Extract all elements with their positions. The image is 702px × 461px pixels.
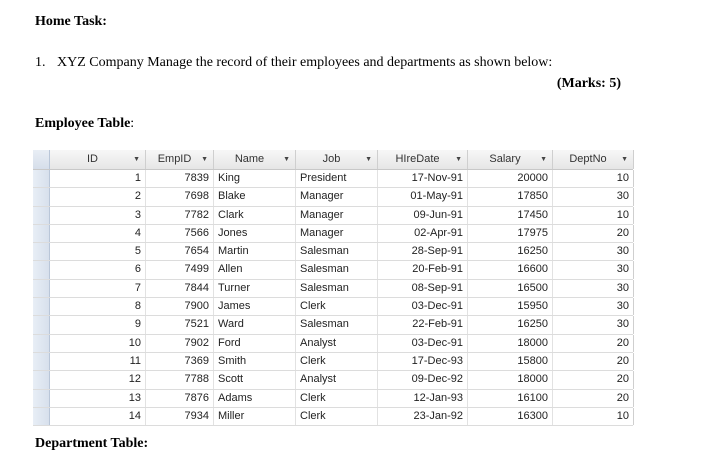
- cell-deptno[interactable]: 20: [553, 225, 634, 242]
- table-row[interactable]: [33, 316, 633, 334]
- select-all-corner[interactable]: [33, 150, 50, 169]
- home-task-heading: Home Task:: [35, 14, 107, 29]
- cell-salary[interactable]: 16300: [468, 408, 553, 425]
- row-selector[interactable]: [33, 316, 50, 333]
- cell-deptno[interactable]: 30: [553, 316, 634, 333]
- row-selector[interactable]: [33, 280, 50, 297]
- cell-job[interactable]: Manager: [296, 225, 378, 242]
- cell-salary[interactable]: 18000: [468, 371, 553, 388]
- table-row[interactable]: [33, 225, 633, 243]
- cell-empid[interactable]: 7654: [146, 243, 214, 260]
- cell-salary[interactable]: 17850: [468, 188, 553, 205]
- cell-salary[interactable]: 16600: [468, 261, 553, 278]
- cell-job[interactable]: Clerk: [296, 353, 378, 370]
- table-row[interactable]: [33, 298, 633, 316]
- cell-id[interactable]: 6: [50, 261, 146, 278]
- cell-empid[interactable]: 7566: [146, 225, 214, 242]
- cell-hiredate[interactable]: 22-Feb-91: [378, 316, 468, 333]
- cell-hiredate[interactable]: 03-Dec-91: [378, 298, 468, 315]
- row-selector[interactable]: [33, 207, 50, 224]
- cell-deptno[interactable]: 20: [553, 390, 634, 407]
- cell-hiredate[interactable]: 17-Nov-91: [378, 170, 468, 187]
- cell-empid[interactable]: 7902: [146, 335, 214, 352]
- cell-id[interactable]: 12: [50, 371, 146, 388]
- cell-salary[interactable]: 18000: [468, 335, 553, 352]
- cell-salary[interactable]: 16250: [468, 316, 553, 333]
- cell-deptno[interactable]: 10: [553, 207, 634, 224]
- cell-deptno[interactable]: 20: [553, 335, 634, 352]
- cell-id[interactable]: 13: [50, 390, 146, 407]
- cell-salary[interactable]: 20000: [468, 170, 553, 187]
- cell-name[interactable]: Ford: [214, 335, 296, 352]
- row-selector[interactable]: [33, 335, 50, 352]
- row-selector[interactable]: [33, 243, 50, 260]
- cell-name[interactable]: Smith: [214, 353, 296, 370]
- cell-name[interactable]: Blake: [214, 188, 296, 205]
- cell-hiredate[interactable]: 01-May-91: [378, 188, 468, 205]
- cell-id[interactable]: 14: [50, 408, 146, 425]
- cell-job[interactable]: Salesman: [296, 280, 378, 297]
- cell-id[interactable]: 11: [50, 353, 146, 370]
- cell-id[interactable]: 2: [50, 188, 146, 205]
- task-item: [35, 55, 552, 71]
- cell-hiredate[interactable]: 09-Dec-92: [378, 371, 468, 388]
- sort-dropdown-icon[interactable]: ▼: [540, 156, 547, 163]
- cell-empid[interactable]: 7499: [146, 261, 214, 278]
- employee-table-label: [35, 116, 134, 132]
- cell-hiredate[interactable]: 03-Dec-91: [378, 335, 468, 352]
- cell-job[interactable]: Manager: [296, 207, 378, 224]
- cell-name[interactable]: Ward: [214, 316, 296, 333]
- cell-name[interactable]: Adams: [214, 390, 296, 407]
- cell-deptno[interactable]: 30: [553, 298, 634, 315]
- cell-id[interactable]: 7: [50, 280, 146, 297]
- column-header-id[interactable]: ID ▼: [50, 150, 146, 169]
- sort-dropdown-icon[interactable]: ▼: [201, 156, 208, 163]
- cell-deptno[interactable]: 30: [553, 280, 634, 297]
- cell-salary[interactable]: 17450: [468, 207, 553, 224]
- row-selector[interactable]: [33, 188, 50, 205]
- cell-salary[interactable]: 17975: [468, 225, 553, 242]
- sort-dropdown-icon[interactable]: ▼: [455, 156, 462, 163]
- cell-salary[interactable]: 16500: [468, 280, 553, 297]
- cell-empid[interactable]: 7782: [146, 207, 214, 224]
- cell-name[interactable]: Miller: [214, 408, 296, 425]
- cell-deptno[interactable]: 20: [553, 371, 634, 388]
- cell-empid[interactable]: 7369: [146, 353, 214, 370]
- department-table-label: Department Table:: [35, 436, 149, 451]
- cell-job[interactable]: Analyst: [296, 371, 378, 388]
- row-selector[interactable]: [33, 298, 50, 315]
- cell-name[interactable]: Jones: [214, 225, 296, 242]
- sort-dropdown-icon[interactable]: ▼: [365, 156, 372, 163]
- column-header-deptno[interactable]: DeptNo ▼: [553, 150, 634, 169]
- cell-salary[interactable]: 16250: [468, 243, 553, 260]
- cell-deptno[interactable]: 30: [553, 261, 634, 278]
- datasheet-header-row: [33, 150, 633, 170]
- cell-name[interactable]: Clark: [214, 207, 296, 224]
- cell-hiredate[interactable]: 02-Apr-91: [378, 225, 468, 242]
- cell-salary[interactable]: 15800: [468, 353, 553, 370]
- sort-dropdown-icon[interactable]: ▼: [621, 156, 628, 163]
- table-row[interactable]: [33, 371, 633, 389]
- cell-deptno[interactable]: 30: [553, 188, 634, 205]
- cell-id[interactable]: 5: [50, 243, 146, 260]
- cell-hiredate[interactable]: 17-Dec-93: [378, 353, 468, 370]
- row-selector[interactable]: [33, 408, 50, 425]
- cell-job[interactable]: Analyst: [296, 335, 378, 352]
- table-row[interactable]: [33, 390, 633, 408]
- table-row[interactable]: [33, 353, 633, 371]
- cell-name[interactable]: Allen: [214, 261, 296, 278]
- datasheet-body: [33, 170, 633, 426]
- task-number: 1.: [35, 55, 46, 70]
- cell-hiredate[interactable]: 20-Feb-91: [378, 261, 468, 278]
- cell-salary[interactable]: 16100: [468, 390, 553, 407]
- cell-job[interactable]: Manager: [296, 188, 378, 205]
- cell-id[interactable]: 8: [50, 298, 146, 315]
- employee-datasheet: [33, 150, 633, 426]
- task-text: XYZ Company Manage the record of their employees and departments as shown below:: [57, 55, 553, 70]
- cell-name[interactable]: King: [214, 170, 296, 187]
- cell-job[interactable]: Clerk: [296, 298, 378, 315]
- table-row[interactable]: [33, 261, 633, 279]
- cell-id[interactable]: 1: [50, 170, 146, 187]
- row-selector[interactable]: [33, 390, 50, 407]
- cell-hiredate[interactable]: 09-Jun-91: [378, 207, 468, 224]
- cell-id[interactable]: 10: [50, 335, 146, 352]
- cell-job[interactable]: Salesman: [296, 261, 378, 278]
- cell-deptno[interactable]: 10: [553, 170, 634, 187]
- cell-empid[interactable]: 7876: [146, 390, 214, 407]
- cell-hiredate[interactable]: 23-Jan-92: [378, 408, 468, 425]
- cell-empid[interactable]: 7934: [146, 408, 214, 425]
- cell-empid[interactable]: 7698: [146, 188, 214, 205]
- row-selector[interactable]: [33, 371, 50, 388]
- cell-deptno[interactable]: 30: [553, 243, 634, 260]
- cell-id[interactable]: 9: [50, 316, 146, 333]
- column-header-job[interactable]: Job ▼: [296, 150, 378, 169]
- row-selector[interactable]: [33, 170, 50, 187]
- cell-empid[interactable]: 7900: [146, 298, 214, 315]
- column-header-hiredate[interactable]: HIreDate ▼: [378, 150, 468, 169]
- table-row[interactable]: [33, 335, 633, 353]
- cell-name[interactable]: Turner: [214, 280, 296, 297]
- cell-job[interactable]: Clerk: [296, 390, 378, 407]
- table-row[interactable]: [33, 170, 633, 188]
- column-header-salary[interactable]: Salary ▼: [468, 150, 553, 169]
- cell-id[interactable]: 4: [50, 225, 146, 242]
- cell-name[interactable]: Martin: [214, 243, 296, 260]
- table-row[interactable]: [33, 243, 633, 261]
- table-row[interactable]: [33, 408, 633, 426]
- cell-job[interactable]: Salesman: [296, 243, 378, 260]
- table-row[interactable]: [33, 188, 633, 206]
- cell-hiredate[interactable]: 28-Sep-91: [378, 243, 468, 260]
- row-selector[interactable]: [33, 225, 50, 242]
- cell-job[interactable]: President: [296, 170, 378, 187]
- column-header-name[interactable]: Name ▼: [214, 150, 296, 169]
- cell-name[interactable]: Scott: [214, 371, 296, 388]
- cell-empid[interactable]: 7788: [146, 371, 214, 388]
- cell-empid[interactable]: 7521: [146, 316, 214, 333]
- column-header-empid[interactable]: EmpID ▼: [146, 150, 214, 169]
- employee-table-colon: :: [130, 116, 135, 131]
- table-row[interactable]: [33, 280, 633, 298]
- cell-deptno[interactable]: 20: [553, 353, 634, 370]
- cell-hiredate[interactable]: 08-Sep-91: [378, 280, 468, 297]
- row-selector[interactable]: [33, 353, 50, 370]
- table-row[interactable]: [33, 207, 633, 225]
- cell-id[interactable]: 3: [50, 207, 146, 224]
- cell-deptno[interactable]: 10: [553, 408, 634, 425]
- sort-dropdown-icon[interactable]: ▼: [283, 156, 290, 163]
- cell-hiredate[interactable]: 12-Jan-93: [378, 390, 468, 407]
- sort-dropdown-icon[interactable]: ▼: [133, 156, 140, 163]
- employee-table-title: Employee Table: [35, 116, 131, 131]
- row-selector[interactable]: [33, 261, 50, 278]
- cell-name[interactable]: James: [214, 298, 296, 315]
- marks-label: (Marks: 5): [556, 76, 621, 91]
- cell-job[interactable]: Salesman: [296, 316, 378, 333]
- cell-salary[interactable]: 15950: [468, 298, 553, 315]
- cell-empid[interactable]: 7839: [146, 170, 214, 187]
- cell-empid[interactable]: 7844: [146, 280, 214, 297]
- cell-job[interactable]: Clerk: [296, 408, 378, 425]
